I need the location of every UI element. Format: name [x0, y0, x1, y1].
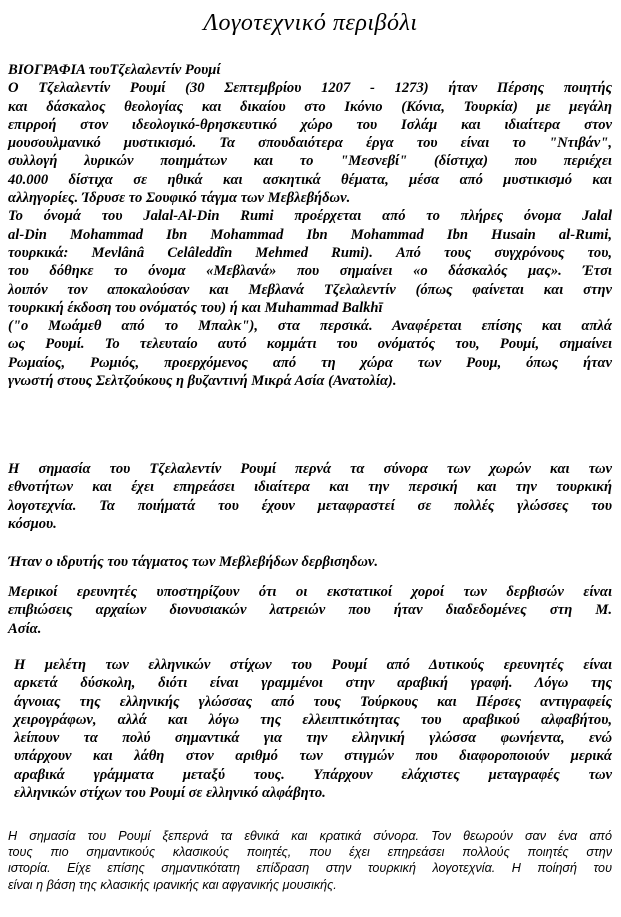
biography-line: ως Ρουμί. Το τελευταίο αυτό κομμάτι του ονόματός του, Ρουμί, σημαίνει — [8, 336, 612, 353]
legacy-line: τους πιο σημαντικούς κλασικούς ποιητές, που έχει επηρεάσει πολλούς ποιητές στην — [8, 845, 612, 860]
biography-line: Ο Τζελαλεντίν Ρουμί (30 Σεπτεμβρίου 1207 - 1273) ήταν Πέρσης ποιητής — [8, 80, 612, 97]
greek-verses-line: άγνοιας της ελληνικής γλώσσας από τους Τούρκους και Πέρσες αντιγραφείς — [14, 693, 612, 710]
greek-verses-line: λείπουν τα πολύ σημαντικά για την ελληνική γλώσσα φωνήεντα, ενώ — [14, 730, 612, 747]
significance-line: εθνοτήτων και έχει επηρεάσει ιδιαίτερα και την περσική και την τουρκική — [8, 479, 612, 496]
legacy-line: Η σημασία του Ρουμί ξεπερνά τα εθνικά και κρατικά σύνορα. Τον θεωρούν σαν ένα από — [8, 829, 612, 843]
greek-verses-line: υπάρχουν και λάθη στον αριθμό των στιγμών που διαφοροποιούν μερικά — [14, 748, 612, 765]
significance-line: κόσμου. — [8, 515, 57, 532]
biography-paragraph — [8, 61, 612, 390]
greek-verses-line: ελληνικών στίχων του Ρουμί σε ελληνικό αλφάβητο. — [14, 785, 326, 802]
biography-line: τουρκικά: Mevlânâ Celâleddîn Mehmed Rumi). Από τους συγχρόνους του, — [8, 244, 612, 261]
biography-line: 40.000 δίστιχα σε ηθικά και ασκητικά θέματα, μέσα από μυστικισμό και — [8, 171, 612, 188]
biography-line: Ρωμαίος, Ρωμιός, προερχόμενος από τη χώρα των Ρουμ, όπως ήταν — [8, 354, 612, 371]
page-title: Λογοτεχνικό περιβόλι — [203, 10, 418, 36]
legacy-line: ιστορία. Είχε επίσης σημαντικότατη επίδραση στην τουρκική λογοτεχνία. Η ποίησή του — [8, 861, 612, 876]
greek-verses-line: αρκετά δύσκολη, διότι είναι γραμμένοι στην αραβική γραφή. Λόγω της — [14, 675, 612, 692]
greek-verses-line: αραβικά γράμματα μεταξύ τους. Υπάρχουν ελάχιστες μεταγραφές των — [14, 766, 612, 783]
greek-verses-line: Η μελέτη των ελληνικών στίχων του Ρουμί από Δυτικούς ερευνητές είναι — [14, 657, 612, 673]
biography-heading: ΒΙΟΓΡΑΦΙΑ τουΤζελαλεντίν Ρουμί — [8, 62, 221, 78]
dervishes-line: επιβιώσεις αρχαίων διονυσιακών λατρειών που ήταν διαδεδομένες στη Μ. — [8, 602, 612, 619]
biography-line: επιρροή στον ιδεολογικό-θρησκευτικό χώρο του Ισλάμ και ιδιαίτερα στον — [8, 116, 612, 133]
legacy-line: είναι η βάση της κλασικής ιρανικής και αφγανικής μουσικής. — [8, 877, 337, 892]
founder-line: Ήταν ο ιδρυτής του τάγματος των Μεβλεβήδων δερβισηδων. — [8, 554, 379, 570]
biography-line: αλληγορίες. Ίδρυσε το Σουφικό τάγμα των Μεβλεβήδων. — [8, 190, 351, 207]
greek-verses-line: χειρογράφων, αλλά και λόγω της ελλειπτικότητας του αραβικού αλφαβήτου, — [14, 711, 612, 728]
biography-line: τουρκική έκδοση του ονόματός του) ή και Muhammad Balkhī — [8, 299, 383, 316]
greek-verses-paragraph — [14, 656, 612, 802]
biography-line: γνωστή στους Σελτζούκους η βυζαντινή Μικρά Ασία (Ανατολία). — [8, 373, 397, 390]
dervishes-line: Μερικοί ερευνητές υποστηρίζουν ότι οι εκστατικοί χοροί των δερβισών είναι — [8, 584, 612, 600]
significance-line: λογοτεχνία. Τα ποιήματά του έχουν μεταφραστεί σε πολλές γλώσσες του — [8, 497, 612, 514]
significance-line: Η σημασία του Τζελαλεντίν Ρουμί περνά τα σύνορα των χωρών και των — [8, 461, 612, 477]
biography-line: συλλογή λυρικών ποιημάτων και το "Μεσνεβί" (δίστιχα) που περιέχει — [8, 153, 612, 170]
biography-line: του δόθηκε το όνομα «Μεβλανά» που σημαίνει «ο δάσκαλός μας». Έτσι — [8, 263, 612, 280]
founder-paragraph — [8, 553, 612, 571]
biography-line: al-Din Mohammad Ibn Mohammad Ibn Mohammad Ibn Husain al-Rumi, — [8, 226, 612, 243]
biography-line: ("ο Μωάμεθ από το Μπαλκ"), στα περσικά. Αναφέρεται επίσης και απλά — [8, 318, 612, 335]
significance-paragraph — [8, 460, 612, 533]
biography-line: και δάσκαλος θεολογίας και δικαίου στο Ικόνιο (Κόνια, Τουρκία) με μεγάλη — [8, 98, 612, 115]
legacy-paragraph — [8, 828, 612, 893]
dervishes-paragraph — [8, 583, 612, 638]
biography-line: Το όνομά του Jalal-Al-Din Rumi προέρχεται από το πλήρες όνομα Jalal — [8, 208, 612, 225]
dervishes-line: Ασία. — [8, 620, 42, 637]
biography-line: μουσουλμανικό μυστικισμό. Τα σπουδαιότερα έργα του είναι το "Ντιβάν", — [8, 135, 612, 152]
biography-line: λοιπόν τον αποκαλούσαν και Μεβλανά Τζελαλεντίν (όπως φαίνεται και στην — [8, 281, 612, 298]
